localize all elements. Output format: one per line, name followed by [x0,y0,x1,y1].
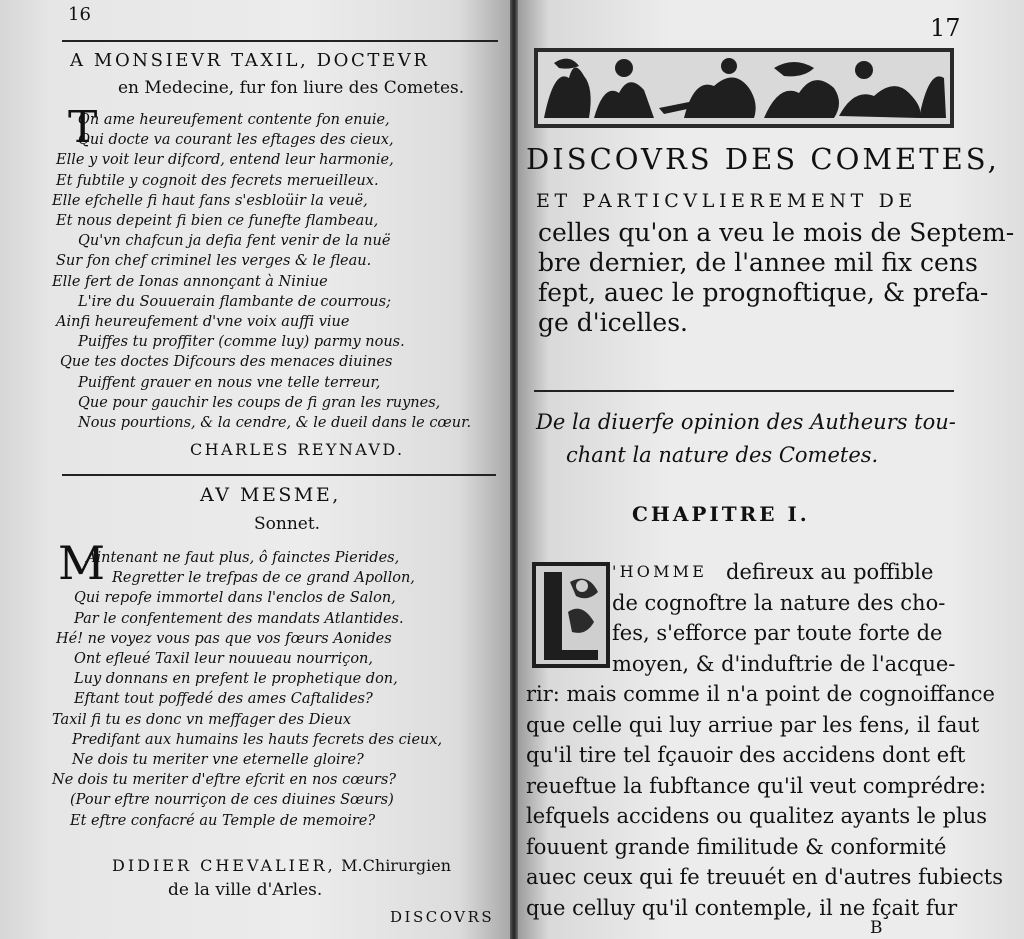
dedication-poem [52,110,471,433]
title-subheading: ET PARTICVLIEREMENT DE [536,190,917,212]
chapter-title: DISCOVRS DES COMETES, [526,142,1000,176]
signature-mark: B [870,918,883,938]
body-line: lefquels accidens ou qualitez ayants le plus [526,804,988,828]
poem-line: Ainfi heureufement d'vne voix auffi viue [56,314,350,331]
body-line: fes, s'efforce par toute forte de [612,621,943,645]
title-rule [534,390,954,392]
title-body [538,218,1014,338]
poem-line: On ame heureufement contente fon enuie, [78,112,390,128]
signature-place: de la ville d'Arles. [168,880,323,900]
title-line: ge d'icelles. [538,308,688,337]
poem-line: (Pour eftre nourriçon de ces diuines Sœurs) [70,792,394,809]
section-title-line: De la diuerfe opinion des Autheurs tou- [536,410,956,434]
title-line: celles qu'on a veu le mois de Septem- [538,218,1015,247]
woodcut-ornament [534,48,954,128]
body-line: fouuent grande fimilitude & conformité [526,834,947,859]
signature-title: M.Chirurgien [341,856,452,875]
poem-line: Elle fert de Ionas annonçant à Niniue [52,273,328,290]
poem-line: Elle efchelle fi haut fans s'esbloüir la veuë, [52,192,368,209]
body-text [526,557,1003,923]
dedication-signature: CHARLES REYNAVD. [190,440,405,459]
drop-cap: T [68,102,98,153]
sonnet-signature [112,856,451,876]
chapter-heading: CHAPITRE I. [632,502,810,526]
header-rule [62,40,498,42]
sonnet-heading: AV MESME, [200,484,341,506]
poem-line: Eftant tout poffedé des ames Caftalides? [74,691,373,708]
section-rule [62,474,496,476]
poem-line: L'ire du Souuerain flambante de courrous; [78,293,391,310]
poem-line: Predifant aux humains les hauts fecrets des cieux, [72,731,443,748]
poem-line: Et eftre confacré au Temple de memoire? [70,812,376,829]
poem-line: Qu'vn chafcun ja defia fent venir de la nuë [78,233,391,250]
body-line: auec ceux qui fe treuuét en d'autres fubiects [526,865,1003,889]
poem-line: Qui docte va courant les eftages des cieux, [78,132,394,149]
body-line: que celluy qu'il contemple, il ne fçait fur [526,895,958,920]
poem-line: Taxil fi tu es donc vn meffager des Dieux [52,711,352,728]
body-first-word: 'HOMME [612,562,708,581]
poem-line: Luy donnans en prefent le prophetique don, [74,671,398,688]
poem-line: Aintenant ne faut plus, ô fainctes Pierides, [86,550,400,566]
poem-line: Ont efleué Taxil leur nouueau nourriçon, [74,651,373,668]
poem-line: Par le confentement des mandats Atlantides. [74,610,404,627]
poem-line: Sur fon chef criminel les verges & le fleau. [56,253,372,270]
body-line: defireux au poffible [726,560,934,584]
body-line: reueftue la fubftance qu'il veut comprédre: [526,773,987,798]
poem-line: Ne dois tu meriter vne eternelle gloire? [72,752,364,769]
title-line: bre dernier, de l'annee mil fix cens [538,248,978,277]
poem-line: Ne dois tu meriter d'eftre efcrit en nos cœurs? [52,772,397,789]
section-title [536,406,956,472]
page-number: 16 [68,4,91,25]
drop-cap: M [58,536,106,590]
title-line: fept, auec le prognoftique, & prefa- [538,278,989,307]
catchword: DISCOVRS [390,908,495,926]
dedication-subheading: en Medecine, fur fon liure des Cometes. [118,78,465,98]
poem-line: Qui repofe immortel dans l'enclos de Salon, [74,590,396,607]
signature-name: DIDIER CHEVALIER, [112,856,336,875]
section-title-line: chant la nature des Cometes. [566,443,879,467]
gutter [510,0,518,939]
poem-line: Et fubtile y cognoit des fecrets merueilleux. [56,172,379,189]
body-line: rir: mais comme il n'a point de cognoiffance [526,682,995,706]
poem-line: Et nous depeint fi bien ce funefte flambeau, [56,213,379,230]
poem-line: Puiffes tu proffiter (comme luy) parmy nous. [78,334,405,351]
body-line: que celle qui luy arriue par les fens, il faut [526,712,980,737]
poem-line: Que pour gauchir les coups de fi gran les ruynes, [78,394,441,411]
body-line: moyen, & d'induftrie de l'acque- [612,651,956,676]
body-line: de cognoftre la nature des cho- [612,590,946,615]
page-number: 17 [930,14,961,42]
dedication-heading: A MONSIEVR TAXIL, DOCTEVR [70,50,430,71]
poem-line: Hé! ne voyez vous pas que vos fœurs Aonides [56,630,392,647]
poem-line: Elle y voit leur difcord, entend leur harmonie, [56,152,394,169]
poem-line: Nous pourtions, & la cendre, & le dueil dans le cœur. [78,415,472,432]
sonnet-subheading: Sonnet. [254,514,321,534]
poem-line: Regretter le trefpas de ce grand Apollon, [112,570,415,587]
poem-line: Puiffent grauer en nous vne telle terreur, [78,374,381,391]
right-page [518,0,1024,939]
poem-line: Que tes doctes Difcours des menaces diuines [60,354,393,371]
sonnet-poem [52,548,442,831]
body-line: qu'il tire tel fçauoir des accidens dont eft [526,743,966,767]
left-page [0,0,510,939]
